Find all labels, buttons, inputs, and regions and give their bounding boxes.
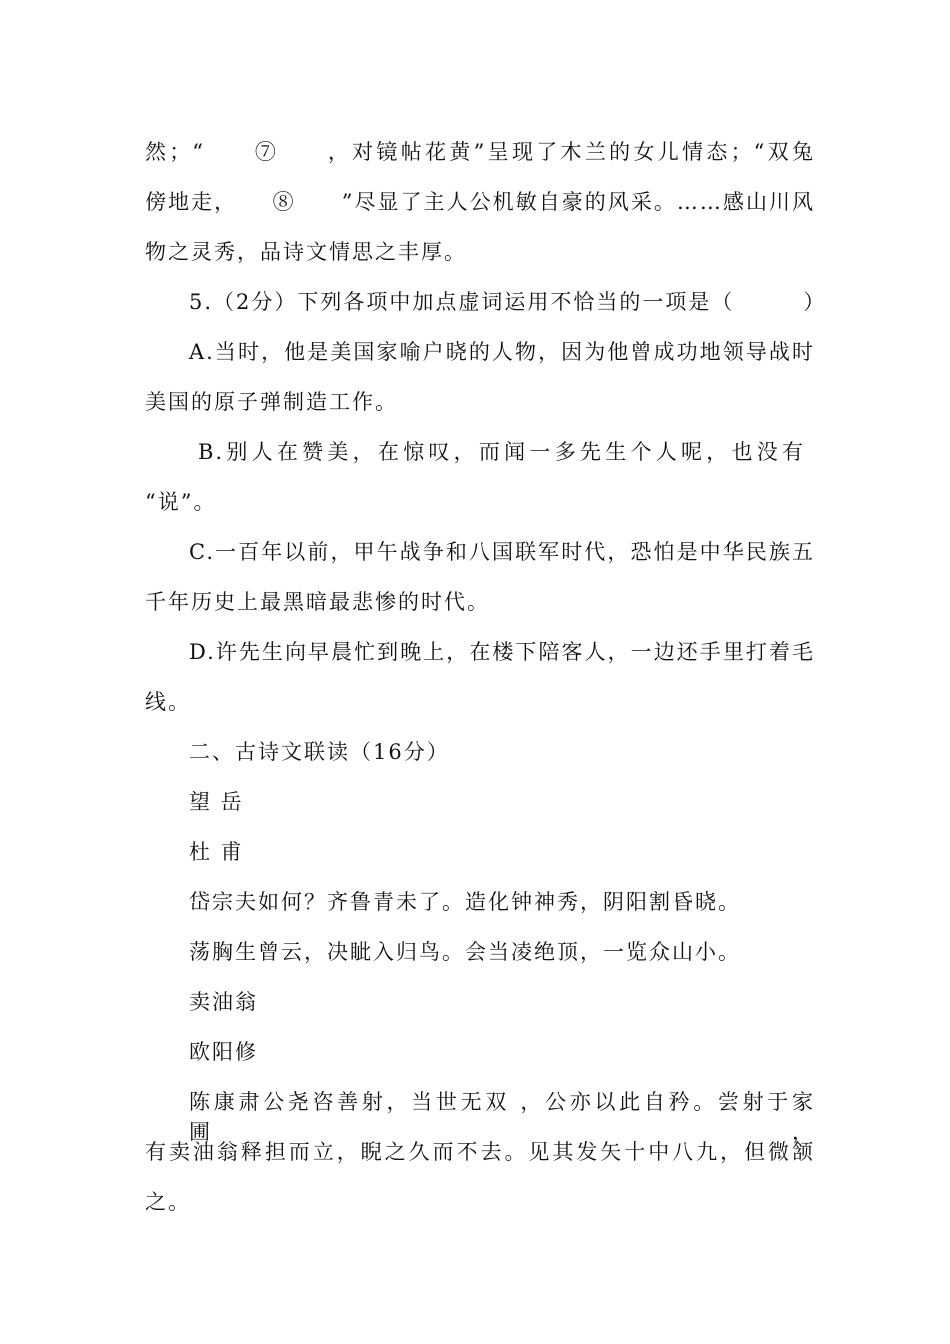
prose-line: 有卖油翁释担而立，睨之久而不去。见其发矢十中八九，但微颔 bbox=[145, 1140, 815, 1164]
option-a: A.当时，他是美国家喻户晓的人物，因为他曾成功地领导战时 bbox=[189, 340, 815, 364]
text-line: 傍地走， ⑧ ”尽显了主人公机敏自豪的风采。……感山川风 bbox=[145, 190, 815, 214]
text-line: 千年历史上最黑暗最悲惨的时代。 bbox=[145, 590, 490, 614]
prose-author: 欧阳修 bbox=[189, 1040, 258, 1064]
text-line: “说”。 bbox=[145, 490, 217, 514]
poem-title: 望 岳 bbox=[189, 790, 244, 814]
text-line: 线。 bbox=[145, 690, 191, 714]
option-d: D.许先生向早晨忙到晚上，在楼下陪客人，一边还手里打着毛 bbox=[189, 640, 815, 664]
poem-line: 荡胸生曾云，决眦入归鸟。会当凌绝顶，一览众山小。 bbox=[189, 940, 741, 964]
option-b: B.别人在赞美，在惊叹，而闻一多先生个人呢，也没有 bbox=[198, 440, 805, 464]
poem-author: 杜 甫 bbox=[189, 840, 244, 864]
poem-line: 岱宗夫如何？齐鲁青未了。造化钟神秀，阴阳割昏晓。 bbox=[189, 890, 741, 914]
prose-title: 卖油翁 bbox=[189, 990, 258, 1014]
text-line: 然；“ ⑦ ，对镜帖花黄”呈现了木兰的女儿情态；“双兔 bbox=[145, 140, 815, 164]
text-line: 物之灵秀，品诗文情思之丰厚。 bbox=[145, 240, 467, 264]
prose-line: 之。 bbox=[145, 1190, 191, 1214]
prose-line: 陈康肃公尧咨善射，当世无双 ，公亦以此自矜。尝射于家圃， bbox=[189, 1090, 815, 1144]
question-stem: 5.（2分）下列各项中加点虚词运用不恰当的一项是（ ） bbox=[189, 290, 827, 314]
section-heading: 二、古诗文联读（16分） bbox=[189, 740, 450, 764]
option-c: C.一百年以前，甲午战争和八国联军时代，恐怕是中华民族五 bbox=[189, 540, 815, 564]
text-line: 美国的原子弹制造工作。 bbox=[145, 390, 398, 414]
